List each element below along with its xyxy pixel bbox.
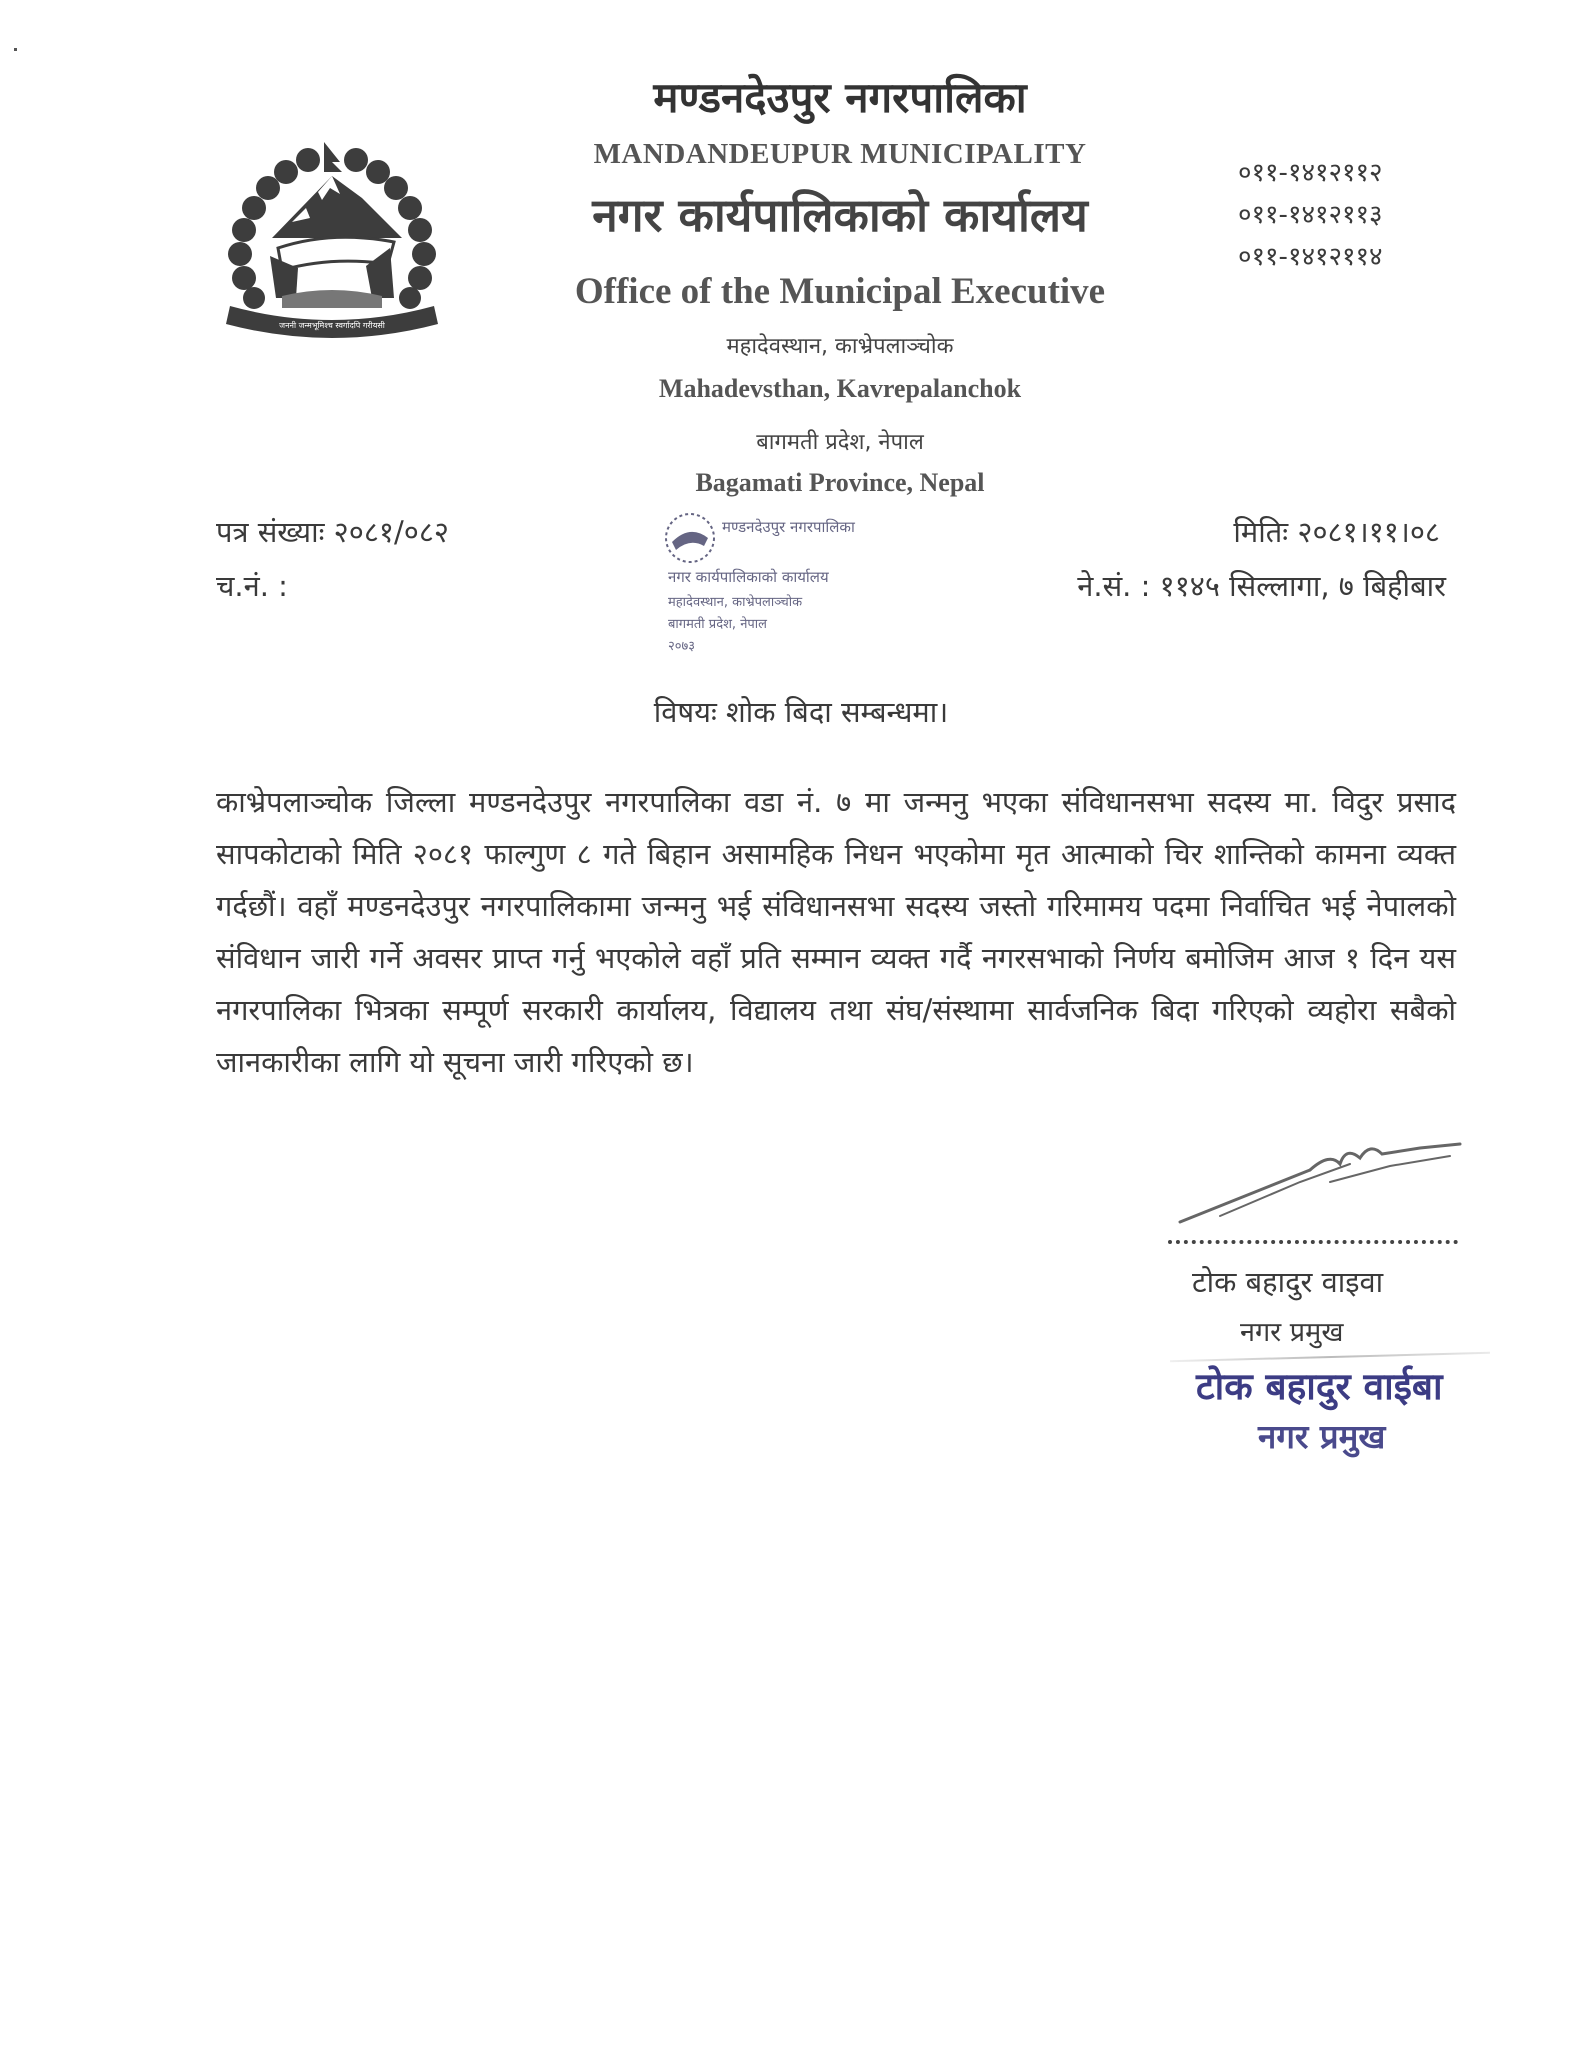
signer-title: नगर प्रमुख xyxy=(1240,1317,1344,1348)
scan-speck xyxy=(14,48,17,51)
seal-text-inner: नगर कार्यपालिकाको कार्यालय xyxy=(668,568,829,586)
office-name-nepali: नगर कार्यपालिकाको कार्यालय xyxy=(592,188,1088,242)
nepal-sambat-date: ने.सं. : ११४५ सिल्लागा, ७ बिहीबार xyxy=(1077,569,1446,603)
phone-numbers xyxy=(1238,152,1478,278)
dispatch-number: च.नं. : xyxy=(216,569,288,603)
province-nepali: बागमती प्रदेश, नेपाल xyxy=(756,430,924,455)
signer-name: टोक बहादुर वाइवा xyxy=(1192,1265,1384,1299)
office-seal-stamp xyxy=(660,508,890,658)
signature-line xyxy=(1168,1240,1458,1244)
address-english: Mahadevsthan, Kavrepalanchok xyxy=(658,374,1022,403)
address-nepali: महादेवस्थान, काभ्रेपलाञ्चोक xyxy=(726,334,954,359)
seal-text-outer: मण्डनदेउपुर नगरपालिका xyxy=(722,518,855,536)
municipality-name-nepali: मण्डनदेउपुर नगरपालिका xyxy=(653,73,1027,122)
handwritten-signature xyxy=(1160,1136,1480,1226)
mountain xyxy=(272,176,402,238)
letter-body: काभ्रेपलाञ्चोक जिल्ला मण्डनदेउपुर नगरपालिका वडा नं. ७ मा जन्मनु भएका संविधानसभा सदस्य मा. विदुर प्रसाद सापकोटाको मिति २०८१ फाल्गुण ८ गते बिहान असामहिक निधन भएकोमा मृत आत्माको चिर शान्तिको कामना व्यक्त गर्दछौं। वहाँ मण्डनदेउपुर नगरपालिकामा जन्मनु भई संविधानसभा सदस्य जस्तो गरिमामय पदमा निर्वाचित भई नेपालको संविधान जारी गर्ने अवसर प्राप्त गर्नु भएकोले वहाँ प्रति सम्मान व्यक्त गर्दै नगरसभाको निर्णय बमोजिम आज १ दिन यस नगरपालिका भित्रका सम्पूर्ण सरकारी कार्यालय, विद्यालय तथा संघ/संस्थामा सार्वजनिक बिदा गरिएको व्यहोरा सबैको जानकारीका लागि यो सूचना जारी गरिएको छ। xyxy=(216,785,1456,1079)
letter-reference-number: पत्र संख्याः २०८१/०८२ xyxy=(216,515,450,549)
phone-number: ०११-१४१२११३ xyxy=(1238,200,1383,230)
phone-number: ०११-१४१२११४ xyxy=(1238,242,1383,272)
seal-text-address: महादेवस्थान, काभ्रेपलाञ्चोक xyxy=(668,595,803,610)
flag-icon xyxy=(324,142,342,172)
name-stamp: टोक बहादुर वाईबा xyxy=(1196,1365,1443,1408)
letter-subject: विषयः शोक बिदा सम्बन्धमा। xyxy=(653,695,949,729)
office-name-english: Office of the Municipal Executive xyxy=(574,271,1106,312)
seal-text-province: बागमती प्रदेश, नेपाल xyxy=(668,617,767,632)
province-english: Bagamati Province, Nepal xyxy=(695,468,985,497)
letter-date: मितिः २०८१।११।०८ xyxy=(1233,515,1440,549)
phone-number: ०११-१४१२११२ xyxy=(1238,158,1383,188)
emblem-motto: जननी जन्मभूमिश्च स्वर्गादपि गरीयसी xyxy=(279,321,385,330)
municipality-name-english: MANDANDEUPUR MUNICIPALITY xyxy=(593,138,1087,170)
nepal-emblem-logo xyxy=(212,138,452,348)
stamp-smudge xyxy=(1170,1352,1490,1362)
seal-year: २०७३ xyxy=(668,639,696,654)
title-stamp: नगर प्रमुख xyxy=(1258,1417,1386,1456)
